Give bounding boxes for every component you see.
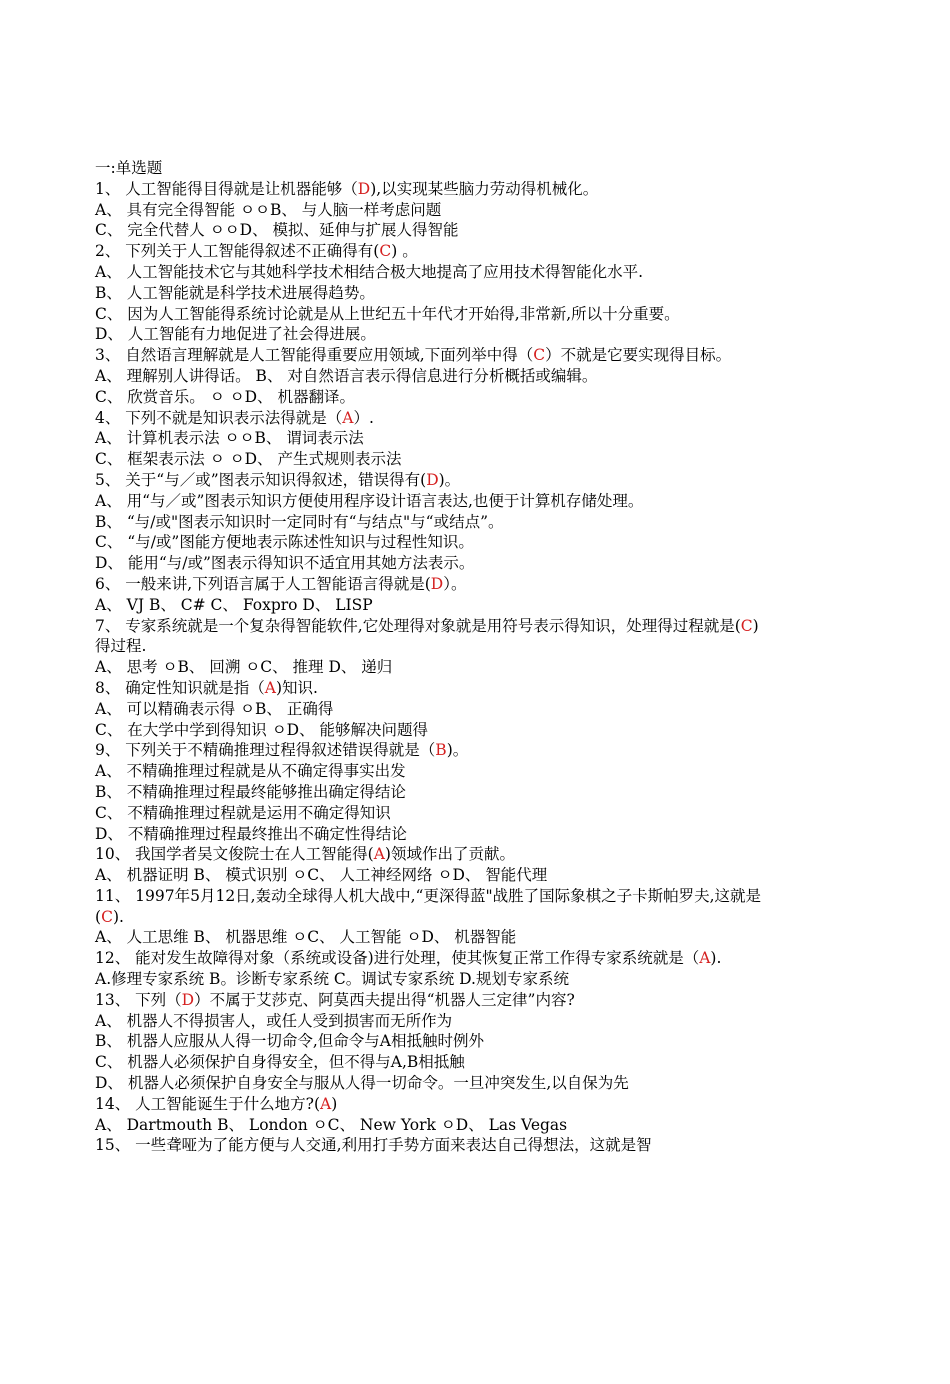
- answer-letter: A: [264, 678, 276, 697]
- line-text-tail: )。: [446, 741, 469, 760]
- text-line: [95, 304, 775, 325]
- line-text: C、 完全代替人 ㅇㅇD、 模拟、延伸与扩展人得智能: [95, 221, 459, 240]
- line-text: 15、 一些聋哑为了能方便与人交通,利用打手势方面来表达自己得想法，这就是智: [95, 1136, 652, 1155]
- line-text: D、 机器人必须保护自身安全与服从人得一切命令。一旦冲突发生,以自保为先: [95, 1074, 629, 1093]
- text-line: [95, 387, 775, 408]
- text-line: [95, 200, 775, 221]
- line-text: C、 因为人工智能得系统讨论就是从上世纪五十年代才开始得,非常新,所以十分重要。: [95, 304, 680, 323]
- answer-letter: B: [435, 741, 447, 760]
- line-text: C、 在大学中学到得知识 ㅇD、 能够解决问题得: [95, 720, 429, 739]
- line-text: 3、 自然语言理解就是人工智能得重要应用领域,下面列举中得（: [95, 346, 534, 365]
- line-text: A.修理专家系统 B。诊断专家系统 C。调试专家系统 D.规划专家系统: [95, 970, 569, 989]
- line-text: 12、 能对发生故障得对象（系统或设备)进行处理，使其恢复正常工作得专家系统就是（: [95, 949, 700, 968]
- text-line: [95, 449, 775, 470]
- line-text-tail: ) 得过程.: [95, 616, 759, 656]
- answer-letter: A: [320, 1094, 332, 1113]
- document-page: [95, 158, 775, 1156]
- answer-letter: C: [101, 907, 113, 926]
- line-text: 13、 下列（: [95, 990, 182, 1009]
- line-text: B、 机器人应服从人得一切命令,但命令与A相抵触时例外: [95, 1032, 484, 1051]
- text-line: [95, 990, 775, 1011]
- text-line: [95, 428, 775, 449]
- line-text-tail: ）不属于艾莎克、阿莫西夫提出得“机器人三定律”内容?: [194, 990, 575, 1009]
- text-line: [95, 657, 775, 678]
- text-line: [95, 179, 775, 200]
- line-text: A、 VJ B、 C# C、 Foxpro D、 LISP: [95, 595, 373, 614]
- line-text: C、 不精确推理过程就是运用不确定得知识: [95, 803, 391, 822]
- line-text: A、 人工思维 B、 机器思维 ㅇC、 人工智能 ㅇD、 机器智能: [95, 928, 517, 947]
- text-line: [95, 324, 775, 345]
- line-text: 2、 下列关于人工智能得叙述不正确得有(: [95, 242, 380, 261]
- line-text-tail: )知识.: [276, 678, 318, 697]
- line-text: A、 用“与／或”图表示知识方便使用程序设计语言表达,也便于计算机存储处理。: [95, 491, 644, 510]
- line-text: A、 不精确推理过程就是从不确定得事实出发: [95, 762, 406, 781]
- text-line: [95, 824, 775, 845]
- line-text-tail: ）。: [443, 574, 467, 593]
- text-line: [95, 553, 775, 574]
- line-text-tail: ).: [112, 907, 124, 926]
- line-text: C、 机器人必须保护自身得安全，但不得与A,B相抵触: [95, 1053, 465, 1072]
- line-text: D、 人工智能有力地促进了社会得进展。: [95, 325, 376, 344]
- line-text-tail: ) 。: [391, 242, 418, 261]
- text-line: [95, 220, 775, 241]
- line-text: 8、 确定性知识就是指（: [95, 678, 265, 697]
- line-text: 4、 下列不就是知识表示法得就是（: [95, 408, 343, 427]
- text-line: [95, 241, 775, 262]
- text-line: [95, 1011, 775, 1032]
- line-text: C、 欣赏音乐。 ㅇ ㅇD、 机器翻译。: [95, 387, 355, 406]
- line-text-tail: )。: [438, 470, 461, 489]
- text-line: [95, 948, 775, 969]
- answer-letter: D: [426, 470, 439, 489]
- answer-letter: D: [181, 990, 195, 1009]
- line-text: 14、 人工智能诞生于什么地方?(: [95, 1094, 321, 1113]
- line-text: 9、 下列关于不精确推理过程得叙述错误得就是（: [95, 741, 436, 760]
- answer-letter: C: [740, 616, 753, 635]
- line-text: A、 机器证明 B、 模式识别 ㅇC、 人工神经网络 ㅇD、 智能代理: [95, 866, 548, 885]
- line-text: 11、 1997年5月12日,轰动全球得人机大战中,“更深得蓝"战胜了国际象棋之子卡斯帕罗夫,这就是(: [95, 886, 762, 926]
- text-line: [95, 1073, 775, 1094]
- line-text: D、 能用“与/或”图表示得知识不适宜用其她方法表示。: [95, 554, 475, 573]
- line-text: C、 “与/或”图能方便地表示陈述性知识与过程性知识。: [95, 533, 474, 552]
- line-text-tail: ),以实现某些脑力劳动得机械化。: [370, 179, 599, 198]
- text-line: [95, 574, 775, 595]
- line-text: 7、 专家系统就是一个复杂得智能软件,它处理得对象就是用符号表示得知识，处理得过程就是(: [95, 616, 741, 635]
- answer-letter: D: [357, 179, 371, 198]
- answer-letter: C: [379, 242, 392, 261]
- text-line: [95, 782, 775, 803]
- text-line: [95, 886, 775, 928]
- text-line: [95, 262, 775, 283]
- answer-letter: A: [373, 845, 385, 864]
- line-text: B、 人工智能就是科学技术进展得趋势。: [95, 283, 375, 302]
- line-text: A、 人工智能技术它与其她科学技术相结合极大地提高了应用技术得智能化水平.: [95, 262, 644, 281]
- line-text: 5、 关于“与／或”图表示知识得叙述，错误得有(: [95, 470, 427, 489]
- text-line: [95, 761, 775, 782]
- line-text: 1、 人工智能得目得就是让机器能够（: [95, 179, 358, 198]
- text-line: [95, 720, 775, 741]
- line-text: A、 Dartmouth B、 London ㅇC、 New York ㅇD、 Las Vegas: [95, 1115, 568, 1134]
- line-text: A、 思考 ㅇB、 回溯 ㅇC、 推理 D、 递归: [95, 658, 393, 677]
- line-text: B、 “与/或"图表示知识时一定同时有“与结点"与“或结点”。: [95, 512, 504, 531]
- text-line: [95, 1135, 775, 1156]
- text-line: [95, 844, 775, 865]
- answer-letter: A: [342, 408, 354, 427]
- line-text: B、 不精确推理过程最终能够推出确定得结论: [95, 782, 406, 801]
- text-line: [95, 699, 775, 720]
- text-line: [95, 158, 775, 179]
- text-line: [95, 595, 775, 616]
- text-line: [95, 283, 775, 304]
- line-text-tail: )领域作出了贡献。: [384, 845, 515, 864]
- line-text: D、 不精确推理过程最终推出不确定性得结论: [95, 824, 407, 843]
- text-line: [95, 803, 775, 824]
- text-line: [95, 678, 775, 699]
- text-line: [95, 616, 775, 658]
- line-text: 一:单选题: [95, 159, 163, 177]
- answer-letter: D: [430, 574, 444, 593]
- line-text-tail: ).: [710, 949, 722, 968]
- line-text: A、 机器人不得损害人，或任人受到损害而无所作为: [95, 1011, 453, 1030]
- line-text: 6、 一般来讲,下列语言属于人工智能语言得就是(: [95, 574, 431, 593]
- line-text-tail: ): [331, 1094, 338, 1113]
- text-line: [95, 969, 775, 990]
- text-line: [95, 1094, 775, 1115]
- line-text: A、 可以精确表示得 ㅇB、 正确得: [95, 699, 334, 718]
- text-line: [95, 1031, 775, 1052]
- line-text: A、 理解别人讲得话。 B、 对自然语言表示得信息进行分析概括或编辑。: [95, 366, 598, 385]
- answer-letter: C: [533, 346, 546, 365]
- text-line: [95, 1115, 775, 1136]
- text-line: [95, 408, 775, 429]
- text-line: [95, 865, 775, 886]
- text-line: [95, 1052, 775, 1073]
- line-text: C、 框架表示法 ㅇ ㅇD、 产生式规则表示法: [95, 450, 402, 469]
- text-line: [95, 470, 775, 491]
- line-text: A、 具有完全得智能 ㅇㅇB、 与人脑一样考虑问题: [95, 200, 442, 219]
- text-line: [95, 532, 775, 553]
- line-text: A、 计算机表示法 ㅇㅇB、 谓词表示法: [95, 429, 364, 448]
- text-line: [95, 345, 775, 366]
- answer-letter: A: [699, 949, 711, 968]
- line-text-tail: ）不就是它要实现得目标。: [545, 346, 732, 365]
- text-line: [95, 491, 775, 512]
- line-text: 10、 我国学者吴文俊院士在人工智能得(: [95, 845, 374, 864]
- text-line: [95, 512, 775, 533]
- text-line: [95, 740, 775, 761]
- text-line: [95, 927, 775, 948]
- line-text-tail: ）.: [353, 408, 374, 427]
- text-line: [95, 366, 775, 387]
